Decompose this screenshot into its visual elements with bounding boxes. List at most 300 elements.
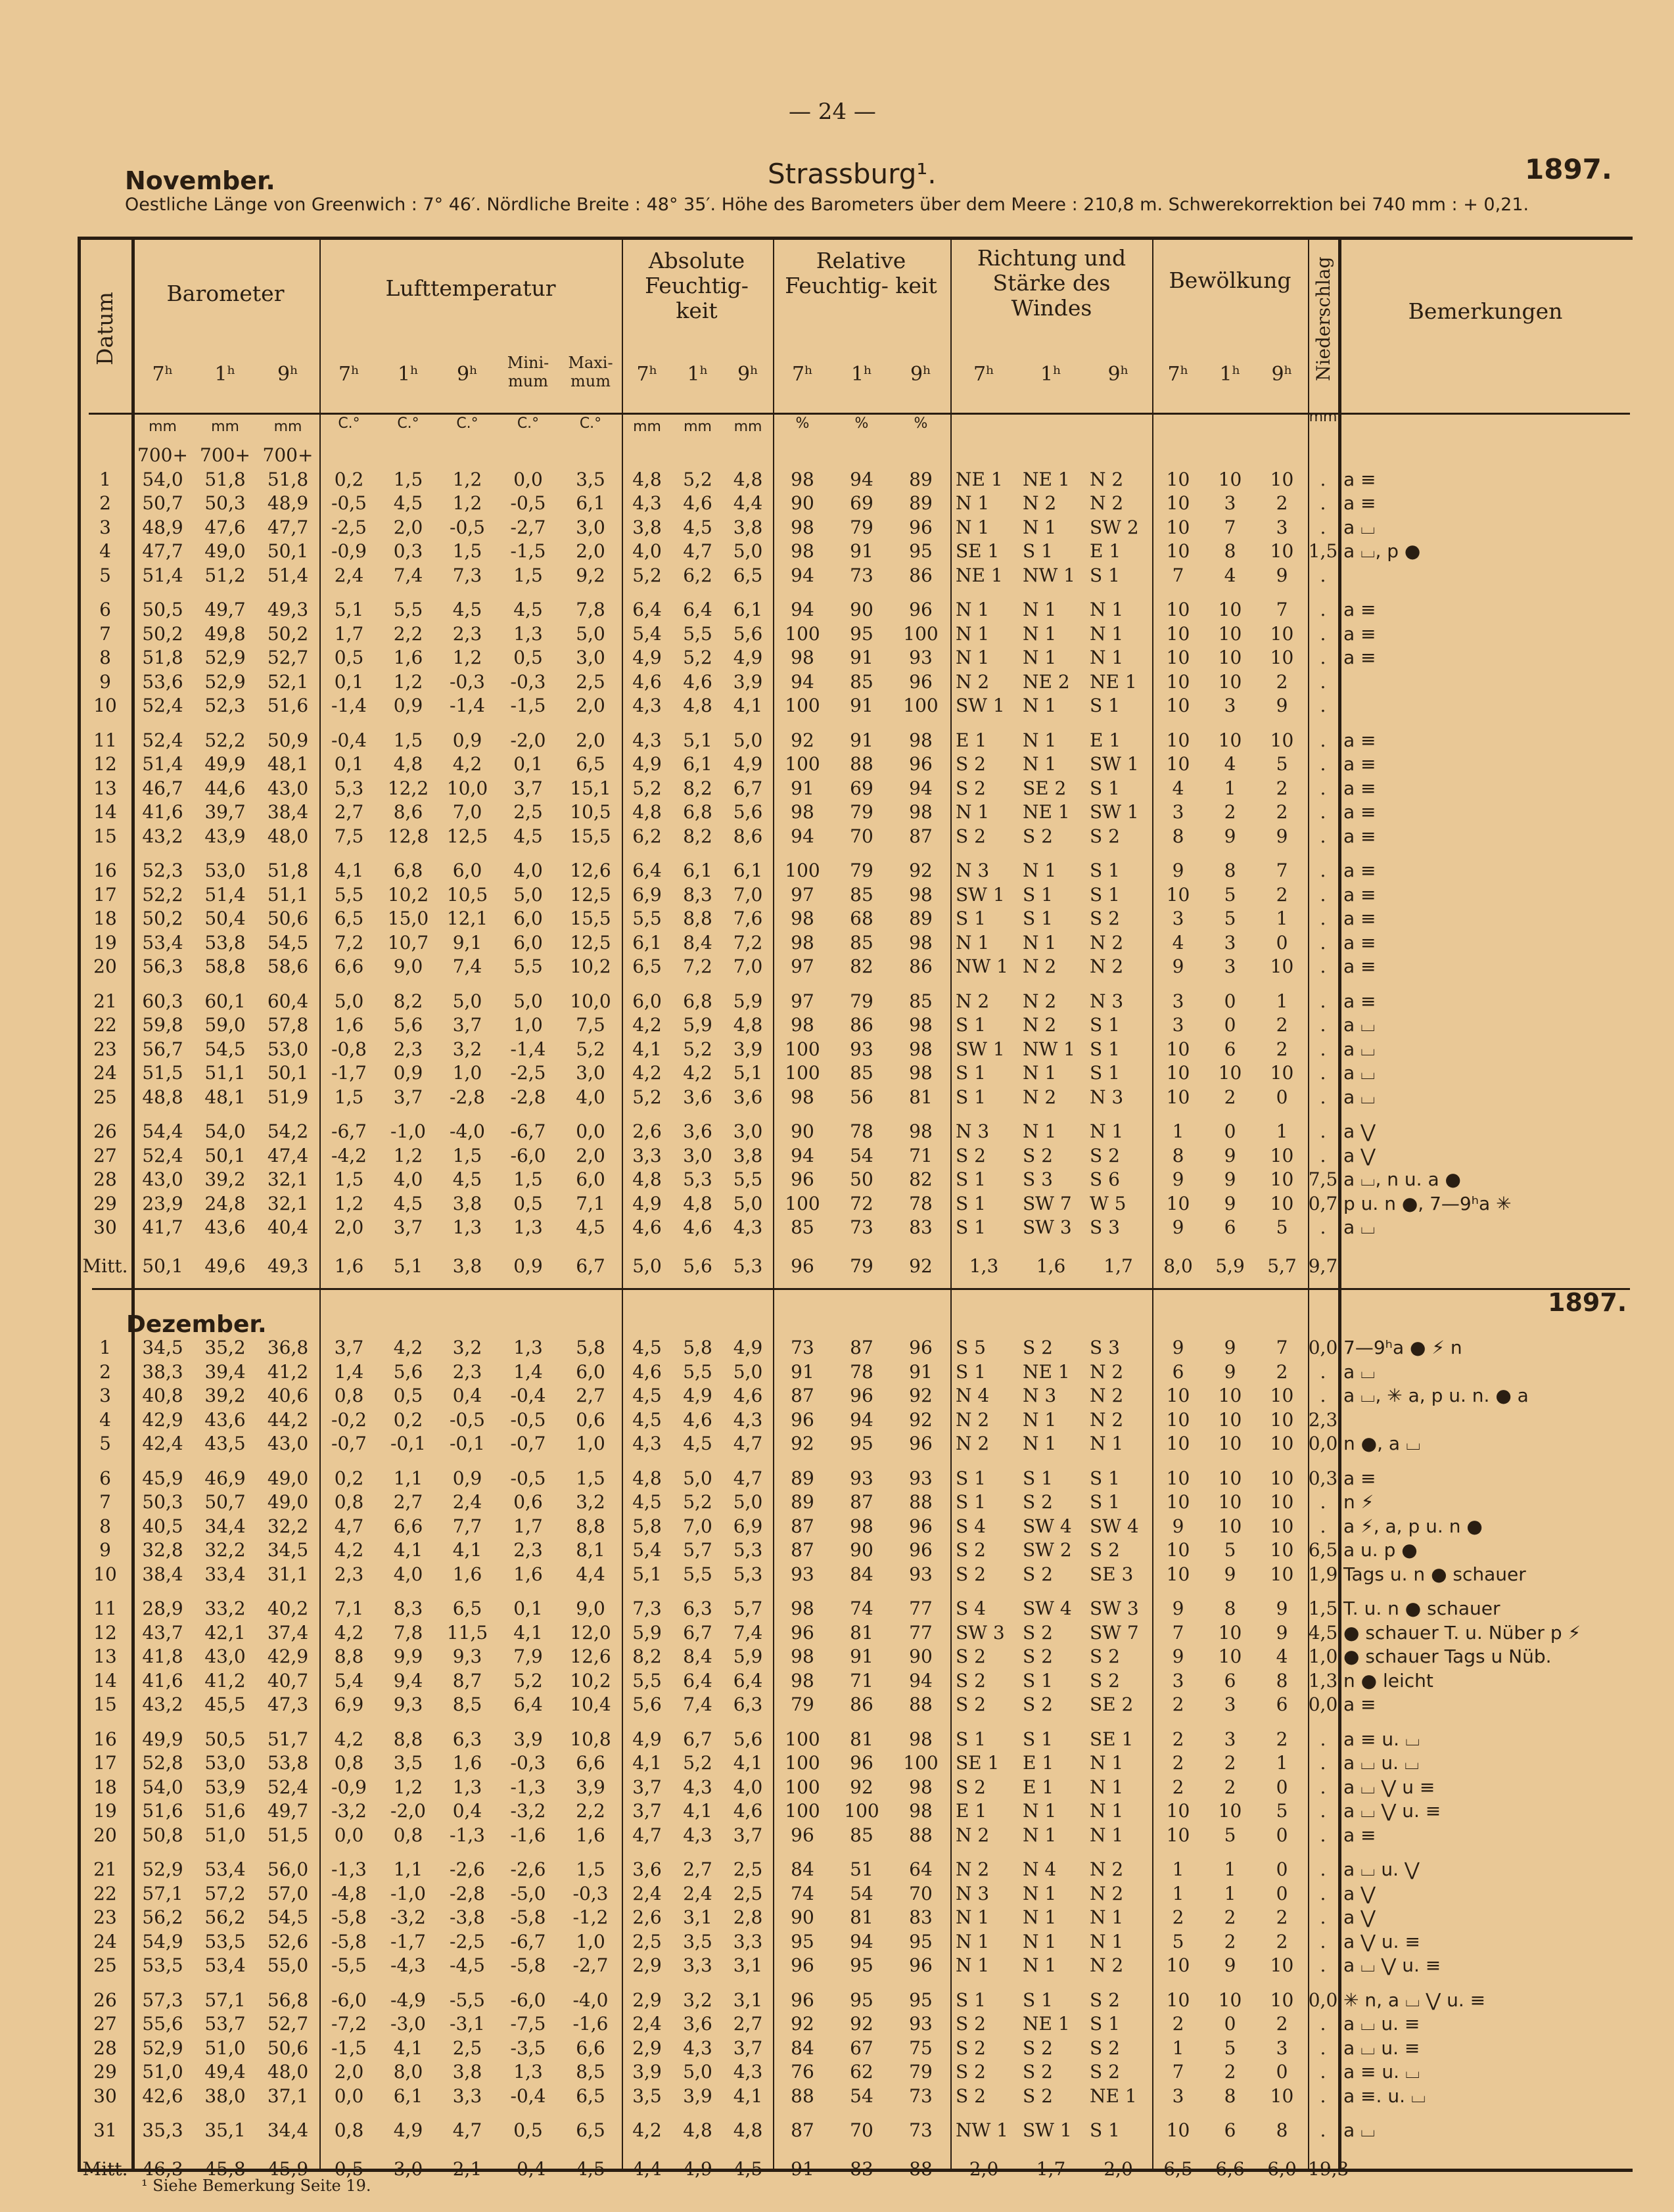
day-cell: 26 (93, 1989, 117, 2011)
precipitation-cell: . (1320, 777, 1326, 799)
temperature-cell: 10,2 (570, 956, 611, 977)
temperature-cell: -0,3 (572, 1882, 609, 1904)
abs-humidity-cell: 2,6 (632, 1906, 662, 1928)
barometer-cell: 40,4 (267, 1216, 309, 1238)
cloud-cell: 10 (1270, 1385, 1294, 1406)
temperature-cell: 1,2 (452, 647, 482, 668)
temperature-cell: -2,6 (450, 1858, 485, 1880)
rel-humidity-cell: 85 (850, 670, 873, 693)
wind-cell: NE 1 (956, 468, 1003, 490)
table-row (79, 752, 1630, 777)
wind-cell: SE 2 (1023, 777, 1067, 799)
abs-humidity-cell: 2,9 (632, 1989, 662, 2011)
abs-humidity-cell: 6,1 (683, 753, 712, 775)
cloud-cell: 9 (1276, 825, 1288, 847)
temperature-cell: -4,3 (390, 1954, 426, 1976)
wind-cell: S 1 (956, 1989, 986, 2011)
cloud-cell: 10 (1166, 1062, 1190, 1084)
temperature-cell: 1,5 (513, 1168, 543, 1190)
cloud-cell: 5 (1276, 1216, 1288, 1238)
barometer-cell: 53,7 (204, 2013, 246, 2035)
rel-humidity-cell: 73 (791, 1337, 814, 1358)
abs-humidity-cell: 3,6 (632, 1858, 662, 1880)
temperature-cell: -0,5 (510, 492, 546, 514)
precipitation-cell: . (1320, 1906, 1326, 1928)
cloud-cell: 0 (1224, 1120, 1236, 1142)
rel-humidity-cell: 85 (850, 1062, 873, 1084)
wind-cell: NE 1 (1023, 2013, 1070, 2035)
remarks-cell: a ⌴ ⋁ u. ≡ (1343, 1954, 1441, 1976)
rel-humidity-cell: 92 (909, 1255, 933, 1277)
remarks-cell: a ≡ (1343, 1824, 1376, 1846)
rel-humidity-cell: 81 (850, 1728, 873, 1750)
barometer-cell: 52,8 (142, 1752, 183, 1774)
hour-9: 9ʰ (456, 363, 478, 386)
cloud-cell: 1 (1172, 2037, 1184, 2059)
wind-cell: SW 2 (1023, 1539, 1072, 1561)
wind-cell: NE 1 (1023, 468, 1070, 490)
temperature-cell: -3,0 (390, 2013, 426, 2035)
cloud-cell: 0 (1276, 1086, 1288, 1108)
table-row (79, 2143, 1630, 2182)
barometer-cell: 50,9 (267, 729, 309, 751)
precipitation-cell: . (1320, 1120, 1326, 1142)
abs-humidity-cell: 5,5 (632, 1669, 662, 1692)
precipitation-cell: . (1320, 2037, 1326, 2059)
cloud-cell: 0 (1276, 1776, 1288, 1798)
remarks-cell: a ⌴ ⋁ u. ≡ (1343, 1800, 1441, 1822)
cloud-cell: 8 (1224, 860, 1236, 881)
barometer-cell: 54,5 (267, 1906, 309, 1928)
barometer-cell: 60,1 (204, 990, 246, 1012)
temperature-cell: 6,9 (334, 1694, 364, 1715)
wind-cell: S 2 (1023, 1563, 1053, 1585)
temperature-cell: 15,5 (570, 908, 611, 929)
cloud-cell: 10 (1218, 599, 1242, 620)
temperature-cell: 4,2 (452, 753, 482, 775)
precipitation-cell: 1,5 (1308, 1598, 1338, 1619)
cloud-cell: 8 (1276, 2119, 1288, 2141)
temperature-cell: 3,7 (393, 1086, 423, 1108)
wind-cell: SW 4 (1023, 1598, 1072, 1619)
temperature-cell: 0,5 (513, 1192, 543, 1214)
abs-humidity-cell: 6,1 (632, 931, 662, 954)
temperature-cell: -1,5 (510, 695, 546, 716)
temperature-cell: 10,4 (570, 1694, 611, 1715)
temperature-cell: 6,5 (576, 2119, 605, 2141)
wind-cell: N 1 (1023, 1800, 1057, 1822)
temperature-cell: -2,0 (390, 1800, 426, 1822)
temperature-cell: 0,1 (334, 753, 364, 775)
cloud-cell: 10 (1166, 468, 1190, 490)
day-cell: Mitt. (82, 2157, 128, 2180)
abs-humidity-cell: 6,3 (733, 1694, 763, 1715)
abs-humidity-cell: 4,0 (632, 540, 662, 562)
rel-humidity-cell: 96 (909, 670, 933, 693)
temperature-cell: 0,1 (334, 670, 364, 693)
barometer-cell: 51,9 (267, 1086, 309, 1108)
day-cell: 26 (93, 1120, 117, 1142)
temperature-cell: -1,3 (450, 1824, 485, 1846)
temperature-cell: 4,2 (334, 1621, 364, 1644)
barometer-cell: 50,7 (142, 492, 183, 514)
abs-humidity-cell: 6,7 (733, 777, 763, 799)
cloud-cell: 0 (1224, 990, 1236, 1012)
remarks-cell: a ≡ (1343, 801, 1376, 823)
temperature-cell: 1,5 (334, 1168, 364, 1190)
wind-cell: N 3 (956, 860, 990, 881)
temperature-cell: 1,3 (452, 1776, 482, 1798)
remarks-cell: a ⌴ u. ⋁ (1343, 1858, 1420, 1880)
cloud-cell: 9 (1224, 1954, 1236, 1976)
abs-humidity-cell: 3,7 (733, 1824, 763, 1846)
remarks-cell: a ⌴ (1343, 1038, 1376, 1060)
cloud-cell: 9 (1276, 1621, 1288, 1644)
table-row (79, 1954, 1630, 1978)
rel-humidity-cell: 98 (791, 516, 814, 538)
barometer-cell: 51,4 (142, 753, 183, 775)
abs-humidity-cell: 5,0 (632, 1255, 662, 1277)
abs-humidity-cell: 7,3 (632, 1598, 662, 1619)
rel-humidity-cell: 81 (850, 1621, 873, 1644)
rel-humidity-cell: 96 (791, 1408, 814, 1431)
temperature-cell: 2,4 (334, 564, 364, 586)
hour-7: 7ʰ (338, 363, 360, 386)
temperature-cell: 4,2 (334, 1728, 364, 1750)
abs-humidity-cell: 4,5 (632, 1337, 662, 1358)
cloud-cell: 8 (1172, 1144, 1184, 1166)
unit-percent: % (914, 415, 928, 432)
rel-humidity-cell: 90 (791, 1120, 814, 1142)
barometer-cell: 52,4 (142, 729, 183, 751)
abs-humidity-cell: 2,4 (683, 1882, 712, 1904)
barometer-cell: 32,8 (142, 1539, 183, 1561)
precipitation-cell (1308, 444, 1338, 468)
temperature-cell: 6,0 (576, 1360, 605, 1383)
temperature-cell: 0,5 (513, 2119, 543, 2141)
remarks-cell: ✳ n, a ⌴ ⋁ u. ≡ (1343, 1989, 1486, 2011)
temperature-cell: 5,5 (334, 883, 364, 906)
barometer-cell: 51,2 (204, 564, 246, 586)
remarks-cell: a ≡ (1343, 990, 1376, 1012)
cloud-cell: 5 (1224, 1824, 1236, 1846)
day-cell: 30 (93, 1216, 117, 1238)
cloud-cell: 2 (1276, 801, 1288, 823)
day-cell: 4 (99, 1408, 111, 1431)
temperature-cell: 0,6 (513, 1491, 543, 1513)
remarks-cell: a ⌴ (1343, 1062, 1376, 1084)
abs-humidity-cell: 4,3 (733, 2061, 763, 2083)
table-row (79, 1693, 1630, 1717)
temperature-cell: 4,5 (576, 1216, 605, 1238)
rel-humidity-cell: 79 (850, 801, 873, 823)
wind-cell: N 2 (956, 1858, 990, 1880)
temperature-cell: 6,1 (393, 2085, 423, 2107)
cloud-cell: 2 (1224, 1752, 1236, 1774)
abs-humidity-cell: 6,9 (733, 1515, 763, 1537)
barometer-cell: 51,4 (142, 564, 183, 586)
temperature-cell: 5,1 (334, 599, 364, 620)
remarks-cell: a ≡ u. ⌴ (1343, 2061, 1420, 2083)
temperature-cell: 3,0 (576, 647, 605, 668)
abs-humidity-cell: 3,9 (683, 2085, 712, 2107)
wind-cell: S 2 (1090, 2037, 1120, 2059)
wind-cell: SW 3 (956, 1621, 1005, 1644)
wind-cell: W 5 (1090, 1192, 1127, 1214)
remarks-cell: a ⌴ u. ≡ (1343, 2037, 1420, 2059)
wind-cell: S 1 (1090, 1014, 1120, 1036)
barometer-cell: 39,2 (204, 1168, 246, 1190)
wind-cell: SW 1 (1090, 753, 1139, 775)
wind-cell: NW 1 (1023, 1038, 1075, 1060)
temperature-cell: -2,5 (510, 1062, 546, 1084)
table-row (79, 588, 1630, 622)
abs-humidity-cell: 4,8 (632, 468, 662, 490)
wind-cell: S 1 (956, 1086, 986, 1108)
temperature-cell: -0,3 (510, 670, 546, 693)
rel-humidity-cell: 84 (850, 1563, 873, 1585)
rel-humidity-cell: 88 (909, 1491, 933, 1513)
remarks-cell: a ≡ (1343, 492, 1376, 514)
barometer-cell: 49,7 (204, 599, 246, 620)
temperature-cell: 12,5 (570, 931, 611, 954)
day-cell: 28 (93, 1168, 117, 1190)
abs-humidity-cell: 5,5 (683, 1563, 712, 1585)
abs-humidity-cell: 5,0 (733, 1491, 763, 1513)
rel-humidity-cell: 76 (791, 2061, 814, 2083)
temperature-cell: -0,9 (331, 1776, 367, 1798)
temperature-cell: -5,5 (331, 1954, 367, 1976)
cloud-cell: 10 (1218, 1989, 1242, 2011)
abs-humidity-cell: 7,6 (733, 908, 763, 929)
wind-cell: S 1 (1090, 1038, 1120, 1060)
barometer-cell: 53,8 (267, 1752, 309, 1774)
abs-humidity-cell: 5,2 (632, 564, 662, 586)
barometer-cell: 46,3 (142, 2157, 183, 2180)
rel-humidity-cell (773, 444, 832, 468)
cloud-cell: 10 (1270, 1491, 1294, 1513)
rel-humidity-cell: 88 (909, 1824, 933, 1846)
cloud-cell: 10 (1270, 1954, 1294, 1976)
temperature-cell: 2,2 (576, 1800, 605, 1822)
rel-humidity-cell: 87 (791, 2119, 814, 2141)
wind-cell: N 2 (1023, 990, 1057, 1012)
unit-celsius: C.° (579, 415, 602, 432)
cloud-cell: 3 (1224, 956, 1236, 977)
cloud-cell: 10 (1218, 1491, 1242, 1513)
wind-cell: S 3 (1090, 1216, 1120, 1238)
rel-humidity-cell: 93 (909, 647, 933, 668)
barometer-cell: 49,3 (267, 599, 309, 620)
precipitation-cell: 9,7 (1308, 1255, 1338, 1277)
abs-humidity-cell: 4,8 (632, 1467, 662, 1489)
cloud-cell: 10 (1166, 1408, 1190, 1431)
abs-humidity-cell: 6,5 (733, 564, 763, 586)
barometer-cell: 48,9 (267, 492, 309, 514)
barometer-cell: 52,2 (204, 729, 246, 751)
rel-humidity-cell: 95 (850, 1989, 873, 2011)
remarks-cell (1338, 564, 1630, 588)
abs-humidity-cell: 4,5 (683, 516, 712, 538)
temperature-cell: 5,8 (576, 1337, 605, 1358)
precipitation-cell: 0,7 (1308, 1192, 1338, 1214)
abs-humidity-cell: 3,9 (632, 2061, 662, 2083)
wind-cell: S 2 (1090, 1989, 1120, 2011)
rel-humidity-cell: 86 (850, 1694, 873, 1715)
wind-cell: N 2 (1090, 931, 1124, 954)
remarks-cell: a ≡ u. ⌴ (1343, 1728, 1420, 1750)
abs-humidity-cell: 4,6 (632, 1216, 662, 1238)
temperature-cell: 7,8 (393, 1621, 423, 1644)
rel-humidity-cell: 72 (850, 1192, 873, 1214)
barometer-cell: 54,0 (204, 1120, 246, 1142)
rel-humidity-cell: 50 (850, 1168, 873, 1190)
cloud-cell: 10 (1218, 1515, 1242, 1537)
abs-humidity-cell: 4,8 (632, 1168, 662, 1190)
cloud-cell: 5 (1172, 1930, 1184, 1952)
rel-humidity-cell: 89 (791, 1467, 814, 1489)
temperature-cell: 0,8 (334, 1491, 364, 1513)
temperature-cell: -0,4 (510, 2085, 546, 2107)
abs-humidity-cell: 5,9 (733, 1646, 763, 1667)
abs-humidity-cell: 6,4 (733, 1669, 763, 1692)
wind-cell: N 1 (1023, 1824, 1057, 1846)
table-row (79, 516, 1630, 540)
cloud-cell (1204, 444, 1256, 468)
wind-cell: N 2 (1090, 1954, 1124, 1976)
temperature-cell: 4,0 (393, 1168, 423, 1190)
unit-percent: % (854, 415, 869, 432)
wind-cell: S 1 (1090, 883, 1120, 906)
barometer-cell: 24,8 (204, 1192, 246, 1214)
temperature-cell: 4,2 (393, 1337, 423, 1358)
rel-humidity-cell: 89 (909, 908, 933, 929)
abs-humidity-cell: 6,2 (683, 564, 712, 586)
station-title: Strassburg¹. (768, 158, 937, 190)
cloud-cell: 10 (1166, 1954, 1190, 1976)
temperature-cell: -2,5 (450, 1930, 485, 1952)
rel-humidity-cell: 73 (850, 1216, 873, 1238)
year-november: 1897. (1525, 153, 1612, 185)
table-row (79, 1799, 1630, 1824)
cloud-cell: 8 (1224, 1598, 1236, 1619)
abs-humidity-cell: 6,7 (683, 1621, 712, 1644)
cloud-cell: 10 (1270, 1408, 1294, 1431)
temperature-cell (559, 444, 622, 468)
wind-cell: SW 1 (956, 695, 1005, 716)
abs-humidity-cell: 5,5 (683, 622, 712, 645)
barometer-cell: 49,3 (267, 1255, 309, 1277)
abs-humidity-cell: 3,7 (733, 2037, 763, 2059)
abs-humidity-cell: 4,3 (683, 2037, 712, 2059)
temperature-cell: -1,2 (572, 1906, 609, 1928)
barometer-cell: 51,5 (267, 1824, 309, 1846)
temperature-cell: 10,5 (446, 883, 488, 906)
day-cell: 1 (99, 1337, 111, 1358)
temperature-cell: -1,7 (390, 1930, 426, 1952)
precipitation-cell: . (1320, 990, 1326, 1012)
temperature-cell: 6,0 (576, 1168, 605, 1190)
hour-1: 1ʰ (397, 363, 419, 386)
temperature-cell: 5,1 (393, 1255, 423, 1277)
abs-humidity-cell: 3,8 (733, 1144, 763, 1166)
precipitation-cell: . (1320, 1858, 1326, 1880)
wind-cell: N 2 (1090, 1858, 1124, 1880)
barometer-cell: 50,3 (142, 1491, 183, 1513)
abs-humidity-cell: 4,2 (683, 1062, 712, 1084)
rel-humidity-cell: 96 (909, 1954, 933, 1976)
temperature-cell: 1,2 (393, 1776, 423, 1798)
abs-humidity-cell (672, 444, 723, 468)
day-cell: 5 (99, 1433, 111, 1454)
cloud-cell: 4 (1224, 753, 1236, 775)
barometer-cell: 51,8 (267, 860, 309, 881)
rel-humidity-cell (832, 444, 891, 468)
temperature-cell: 5,3 (334, 777, 364, 799)
day-cell: 7 (99, 1491, 111, 1513)
unit-mm: mm (149, 419, 177, 435)
wind-cell: N 2 (956, 1408, 990, 1431)
barometer-cell: 43,9 (204, 825, 246, 847)
abs-humidity-cell: 4,9 (632, 753, 662, 775)
wind-cell: S 1 (956, 1216, 986, 1238)
rel-humidity-cell: 94 (909, 1669, 933, 1692)
barometer-cell: 49,4 (204, 2061, 246, 2083)
barometer-cell: 42,9 (267, 1646, 309, 1667)
barometer-cell: 48,9 (142, 516, 183, 538)
temperature-cell: 5,0 (513, 990, 543, 1012)
cloud-cell: 8 (1224, 2085, 1236, 2107)
abs-humidity-cell: 3,9 (733, 670, 763, 693)
rel-humidity-cell: 98 (909, 1062, 933, 1084)
barometer-cell: 50,2 (267, 622, 309, 645)
temperature-cell: 12,6 (570, 860, 611, 881)
rel-humidity-cell: 94 (791, 670, 814, 693)
precipitation-cell: . (1320, 1752, 1326, 1774)
barometer-cell: 52,3 (204, 695, 246, 716)
day-cell: 25 (93, 1954, 117, 1976)
temperature-cell: 0,5 (334, 2157, 364, 2180)
cloud-cell: 10 (1166, 516, 1190, 538)
wind-cell: N 1 (1090, 1824, 1124, 1846)
temperature-cell: -1,4 (450, 695, 485, 716)
temperature-cell: 1,2 (393, 1144, 423, 1166)
rel-humidity-cell: 54 (850, 2085, 873, 2107)
temperature-cell: 2,3 (452, 1360, 482, 1383)
temperature-cell: -0,7 (331, 1433, 367, 1454)
abs-humidity-cell: 6,1 (733, 860, 763, 881)
remarks-cell: Tags u. n ● schauer (1343, 1563, 1526, 1585)
cloud-cell: 10 (1270, 729, 1294, 751)
abs-humidity-cell: 5,3 (733, 1563, 763, 1585)
cloud-cell: 3 (1172, 908, 1184, 929)
barometer-cell: 50,1 (267, 1062, 309, 1084)
table-row (79, 1906, 1630, 1930)
abs-humidity-cell: 8,2 (632, 1646, 662, 1667)
temperature-cell: 1,3 (513, 2061, 543, 2083)
abs-humidity-cell: 2,9 (632, 1954, 662, 1976)
abs-humidity-cell: 6,9 (632, 883, 662, 906)
cloud-cell: 2 (1172, 1728, 1184, 1750)
temperature-cell: 2,0 (576, 729, 605, 751)
barometer-cell: 43,0 (267, 1433, 309, 1454)
abs-humidity-cell: 4,2 (632, 2119, 662, 2141)
temperature-cell: -6,0 (510, 1989, 546, 2011)
table-row (79, 1847, 1630, 1882)
abs-humidity-cell: 4,8 (683, 695, 712, 716)
precipitation-cell: . (1320, 468, 1326, 490)
cloud-cell: 10 (1166, 1989, 1190, 2011)
